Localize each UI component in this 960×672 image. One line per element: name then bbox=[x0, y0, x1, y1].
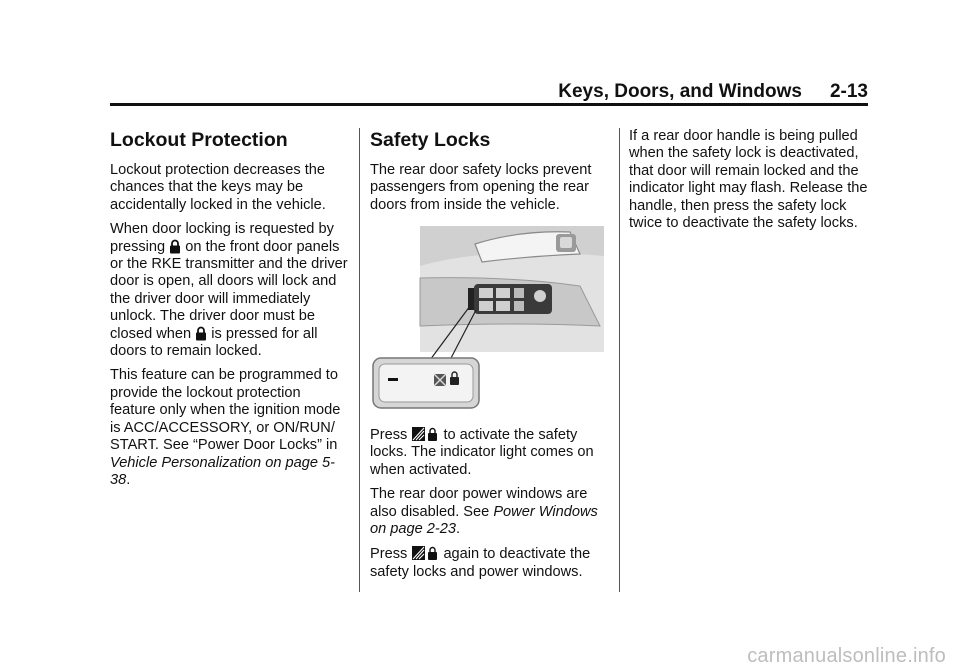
lock-icon bbox=[195, 326, 207, 341]
safety-locks-note bbox=[629, 128, 869, 239]
child-safety-lock-icon bbox=[411, 426, 439, 442]
paragraph: When door locking is requested by pressing on the front door panels or the RKE transmitter and the driver door is open, all doors will lock and the driver door will immediately unlock. The driver door must be closed when is pressed for all doors to remain locked. bbox=[110, 221, 348, 360]
paragraph: Press to activate the safety locks. The indicator light comes on when activated. bbox=[370, 427, 594, 478]
door-panel-illustration bbox=[370, 226, 604, 412]
page-number: 2-13 bbox=[829, 81, 868, 102]
paragraph: The rear door safety locks prevent passengers from opening the rear doors from inside the vehicle. bbox=[370, 162, 592, 213]
paragraph: This feature can be programmed to provide the lockout protection feature only when the ignition mode is ACC/ACCESSORY, or ON/RUN/ START. See “Power Door Locks” in Vehicle Personalization on page 5-38. bbox=[110, 367, 341, 488]
lock-icon bbox=[169, 239, 181, 254]
safety-locks-continued bbox=[370, 426, 610, 588]
section-heading: Lockout Protection bbox=[110, 129, 288, 151]
cross-reference-link[interactable]: Vehicle Personalization on page 5-38 bbox=[110, 454, 335, 488]
paragraph: If a rear door handle is being pulled when the safety lock is deactivated, that door will remain locked and the indicator light may flash. Release the handle, then press the safety lock twice to deactivate the safety locks. bbox=[629, 128, 868, 232]
paragraph: Press again to deactivate the safety locks and power windows. bbox=[370, 546, 591, 580]
section-title: Keys, Doors, and Windows bbox=[558, 81, 802, 102]
column-divider bbox=[359, 128, 360, 592]
column-divider bbox=[619, 128, 620, 592]
section-heading: Safety Locks bbox=[370, 129, 491, 151]
paragraph: Lockout protection decreases the chances that the keys may be accidentally locked in the vehicle. bbox=[110, 162, 326, 213]
header-rule bbox=[110, 103, 868, 106]
child-safety-lock-icon bbox=[411, 545, 439, 561]
safety-locks-section bbox=[370, 128, 610, 221]
running-header bbox=[110, 80, 868, 104]
cross-reference-link[interactable]: Power Windows on page 2-23 bbox=[370, 503, 598, 538]
watermark: carmanualsonline.info bbox=[747, 645, 946, 667]
paragraph: The rear door power windows are also disabled. See Power Windows on page 2-23. bbox=[370, 486, 598, 538]
lockout-protection-section bbox=[110, 128, 348, 496]
